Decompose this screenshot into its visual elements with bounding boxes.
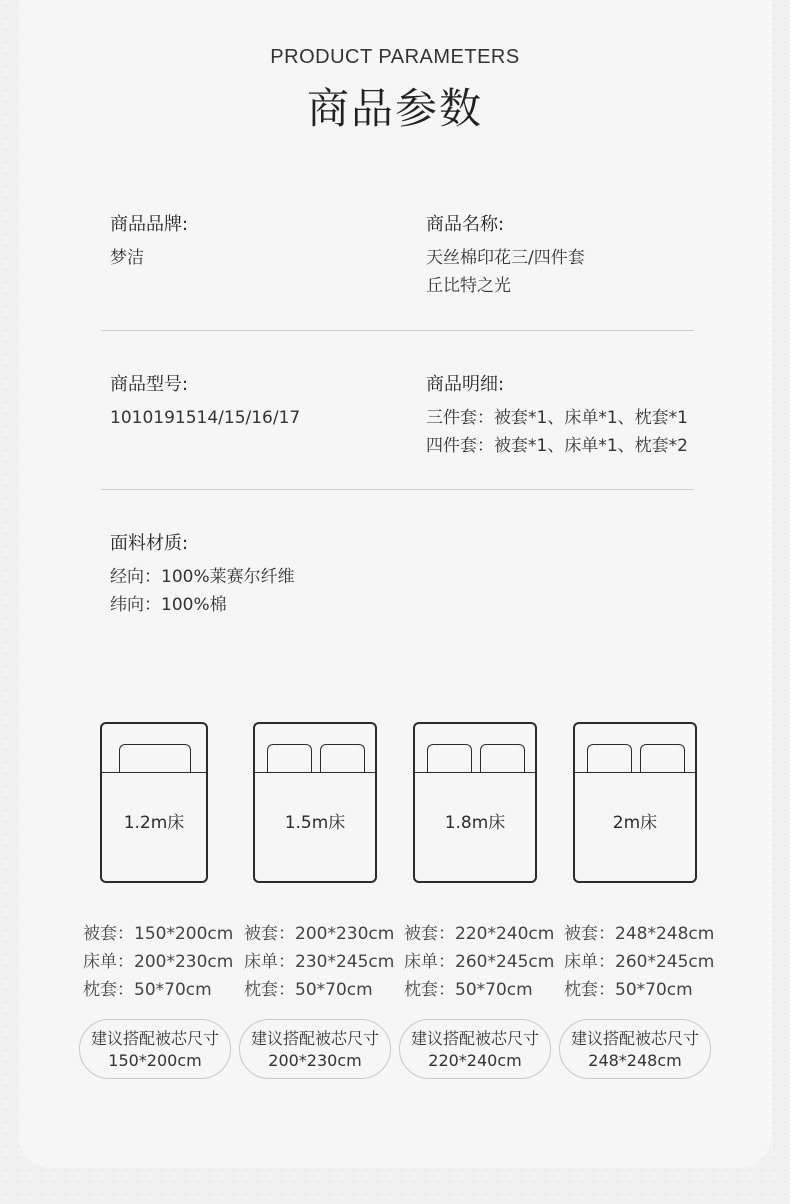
param-material <box>110 529 295 619</box>
bed-fold-line <box>575 772 695 773</box>
divider <box>101 489 694 490</box>
pillow-icon <box>427 744 472 772</box>
param-detail-value-line: 四件套：被套*1、床单*1、枕套*2 <box>426 436 688 456</box>
spec-pillowcase: 枕套：50*70cm <box>244 980 373 1000</box>
bed-fold-line <box>102 772 206 773</box>
spec-duvet-cover: 被套：150*200cm <box>83 924 234 944</box>
param-detail-value-line: 三件套：被套*1、床单*1、枕套*1 <box>426 408 688 428</box>
bed-diagram-1-5m <box>253 722 377 883</box>
suggested-duvet-size-badge <box>79 1019 231 1079</box>
bed-spec-list <box>244 920 394 1004</box>
pillow-icon <box>480 744 525 772</box>
param-model-label: 商品型号: <box>110 374 189 395</box>
spec-duvet-cover: 被套：200*230cm <box>244 924 395 944</box>
bed-diagram-2m <box>573 722 697 883</box>
spec-pillowcase: 枕套：50*70cm <box>83 980 212 1000</box>
suggested-duvet-size-badge <box>559 1019 711 1079</box>
section-title: 商品参数 <box>306 84 483 133</box>
bed-size-label: 2m床 <box>612 813 658 833</box>
param-detail-label: 商品明细: <box>426 374 505 395</box>
bed-spec-list <box>564 920 714 1004</box>
spec-bed-sheet: 床单：230*245cm <box>244 952 395 972</box>
param-material-value-line: 纬向：100%棉 <box>110 595 227 615</box>
param-model-value: 1010191514/15/16/17 <box>110 408 301 428</box>
suggest-size: 220*240cm <box>428 1051 522 1070</box>
param-name-value-line: 天丝棉印花三/四件套 <box>426 248 585 268</box>
suggest-label: 建议搭配被芯尺寸 <box>570 1029 699 1048</box>
suggest-label: 建议搭配被芯尺寸 <box>250 1029 379 1048</box>
spec-bed-sheet: 床单：260*245cm <box>564 952 715 972</box>
bed-fold-line <box>255 772 375 773</box>
param-name-value-line: 丘比特之光 <box>426 276 511 296</box>
parameters-card <box>18 0 772 1168</box>
divider <box>101 330 694 331</box>
pillow-icon <box>119 744 191 772</box>
param-model <box>110 370 300 432</box>
param-material-value-line: 经向：100%莱赛尔纤维 <box>110 567 295 587</box>
param-brand <box>110 210 188 272</box>
param-name-label: 商品名称: <box>426 214 505 235</box>
section-title-english: PRODUCT PARAMETERS <box>270 46 520 68</box>
bed-size-label: 1.2m床 <box>123 813 185 833</box>
pillow-icon <box>587 744 632 772</box>
suggest-size: 248*248cm <box>588 1051 682 1070</box>
bed-spec-list <box>404 920 554 1004</box>
spec-duvet-cover: 被套：248*248cm <box>564 924 715 944</box>
bed-diagram-1-8m <box>413 722 537 883</box>
pillow-icon <box>320 744 365 772</box>
spec-pillowcase: 枕套：50*70cm <box>564 980 693 1000</box>
suggested-duvet-size-badge <box>239 1019 391 1079</box>
pillow-icon <box>640 744 685 772</box>
spec-pillowcase: 枕套：50*70cm <box>404 980 533 1000</box>
suggest-label: 建议搭配被芯尺寸 <box>90 1029 219 1048</box>
spec-duvet-cover: 被套：220*240cm <box>404 924 555 944</box>
param-detail <box>426 370 688 460</box>
param-material-label: 面料材质: <box>110 533 189 554</box>
suggested-duvet-size-badge <box>399 1019 551 1079</box>
param-brand-label: 商品品牌: <box>110 214 189 235</box>
suggest-size: 150*200cm <box>108 1051 202 1070</box>
suggest-label: 建议搭配被芯尺寸 <box>410 1029 539 1048</box>
param-brand-value: 梦洁 <box>110 248 144 268</box>
pillow-icon <box>267 744 312 772</box>
bed-fold-line <box>415 772 535 773</box>
spec-bed-sheet: 床单：260*245cm <box>404 952 555 972</box>
bed-size-label: 1.8m床 <box>444 813 506 833</box>
bed-spec-list <box>83 920 233 1004</box>
bed-size-label: 1.5m床 <box>284 813 346 833</box>
param-name <box>426 210 585 300</box>
spec-bed-sheet: 床单：200*230cm <box>83 952 234 972</box>
bed-diagram-1-2m <box>100 722 208 883</box>
suggest-size: 200*230cm <box>268 1051 362 1070</box>
